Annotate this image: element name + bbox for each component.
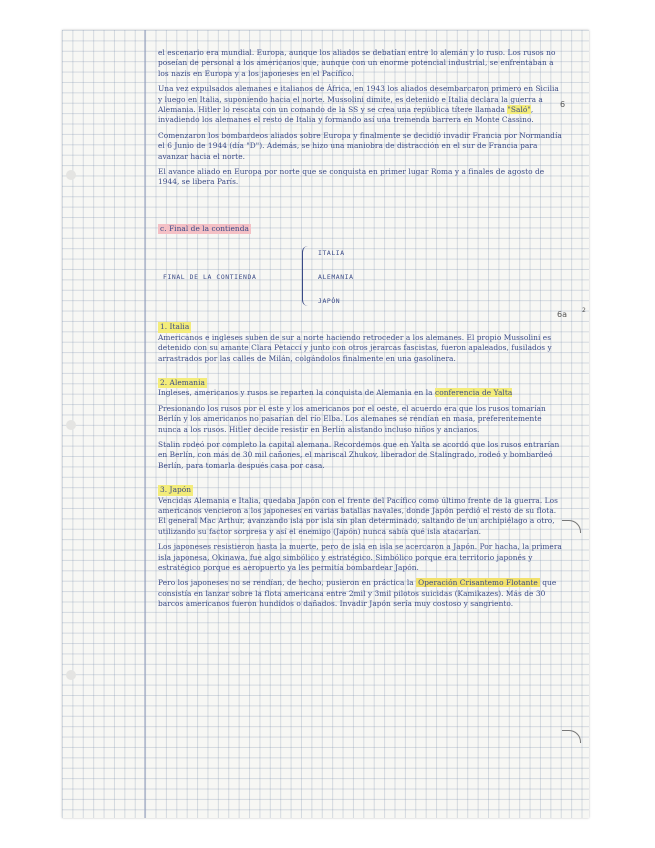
punch-hole (66, 670, 76, 680)
text-run: que consistía en lanzar sobre la flota americana entre 2mil y 3mil pilotos suicidas (Kamikazes). Más de 30 barcos americanos fueron hundidos o dañados. Invadir Japón sería muy costoso y sangriento. (158, 578, 557, 609)
subsection-heading-row (158, 378, 563, 388)
notebook-page (62, 30, 589, 818)
section-heading: c. Final de la contienda (160, 223, 249, 233)
diagram-leaf: ITALIA (318, 249, 345, 258)
paragraph: Presionando los rusos por el este y los americanos por el oeste, el acuerdo era que los rusos tomarían Berlín y los americanos no pasarían del río Elba. Los alemanes se rendían en masa, preferentemente nunca a los rusos. Hitler decide resistir en Berlín alistando incluso niños y ancianos. (158, 403, 546, 434)
subsection-heading: 1. Italia (160, 322, 190, 332)
paragraph: Stalin rodeó por completo la capital alemana. Recordemos que en Yalta se acordó que los rusos entrarían en Berlín, con más de 30 mil cañones, el mariscal Zhukov, liberador de Stalingrado, rodeó y bombardeó Berlín, para tomarla después casa por casa. (158, 439, 560, 470)
text-run: Pero los japoneses no se rendían, de hecho, pusieron en práctica la (158, 578, 414, 588)
subsection-heading-row (158, 322, 563, 332)
subsection-heading-row (158, 485, 563, 495)
subsection-heading: 2. Alemania (160, 377, 205, 387)
text-run: Una vez expulsados alemanes e italianos de África, en 1943 los aliados desembarcaron primero en Sicilia y luego en Italia, suponiendo hacia el norte. Mussolini dimite, es detenido e Italia declara la guerra a Alemania. Hitler lo rescata con un comando de la SS y se crea una república títere llamada (158, 84, 559, 115)
paragraph (158, 84, 566, 126)
text-run: Ingleses, americanos y rusos se reparten la conquista de Alemania en la (158, 388, 433, 398)
punch-hole (66, 420, 76, 430)
paragraph (158, 388, 563, 398)
highlighted-text: "Saló" (507, 105, 531, 115)
paragraph: el escenario era mundial. Europa, aunque los aliados se debatían entre lo alemán y lo ruso. Los rusos no poseían de personal a los americanos que, aunque con un enorme potencial industrial, se enfrentaban a los nazis en Europa y a los japoneses en el Pacífico. (158, 48, 556, 78)
diagram-leaf: ALEMANIA (318, 273, 354, 282)
paragraph: Comenzaron los bombardeos aliados sobre Europa y finalmente se decidió invadir Francia por Normandía el 6 Junio de 1944 (día "D"). Además, se hizo una maniobra de distracción en el sur de Francia para avanzar hacia el norte. (158, 130, 562, 161)
highlighted-text: Operación Crisantemo Flotante (418, 578, 538, 588)
margin-mark: 6a (557, 310, 567, 319)
paragraph: Los japoneses resistieron hasta la muerte, pero de isla en isla se acercaron a Japón. Por hacha, la primera isla japonesa, Okinawa, fue algo simbólico y estratégico. Simbólico porque era territorio japonés y estratégico porque es aeropuerto ya les permitía bombardear Japón. (158, 542, 562, 572)
diagram-leaf: JAPÓN (318, 297, 341, 306)
margin-arc-mark (562, 730, 581, 743)
subsection-heading: 3. Japón (160, 485, 192, 495)
paragraph (158, 578, 563, 609)
highlighted-text: conferencia de Yalta (435, 388, 513, 398)
paragraph: Americanos e ingleses suben de sur a norte haciendo retroceder a los alemanes. El propio Mussolini es detenido con su amante Clara Petacci y junto con otros jerarcas fascistas, fueron apaleados, fusilados y arrastrados por las calles de Milán, colgándolos finalmente en una gasolinera. (158, 332, 552, 363)
margin-line (144, 30, 146, 818)
punch-hole (66, 170, 76, 180)
paragraph: El avance aliado en Europa por norte que se conquista en primer lugar Roma y a finales de agosto de 1944, se libera París. (158, 167, 545, 187)
margin-mark: 2 (582, 307, 586, 314)
section-heading-row (158, 214, 563, 234)
handwritten-notes (158, 48, 566, 615)
diagram-root-label: FINAL DE LA CONTIENDA (163, 273, 257, 282)
paragraph: Vencidas Alemania e Italia, quedaba Japón con el frente del Pacífico como último frente de la guerra. Los americanos vencieron a los japoneses en varias batallas navales, donde Japón perdió el resto de su flota. El general Mac Arthur, avanzando isla por isla sin plan determinado, saltando de un archipiélago a otro, utilizando su factor sorpresa y así el enemigo (Japón) nunca sabía qué isla atacarían. (158, 495, 558, 536)
text-run: , invadiendo los alemanes el resto de Italia y formando así una tremenda barrera en Monte Cassino. (158, 105, 534, 125)
curly-brace (302, 246, 311, 306)
margin-mark: 6 (560, 100, 566, 109)
margin-arc-mark (562, 520, 581, 533)
brace-diagram (158, 242, 563, 310)
